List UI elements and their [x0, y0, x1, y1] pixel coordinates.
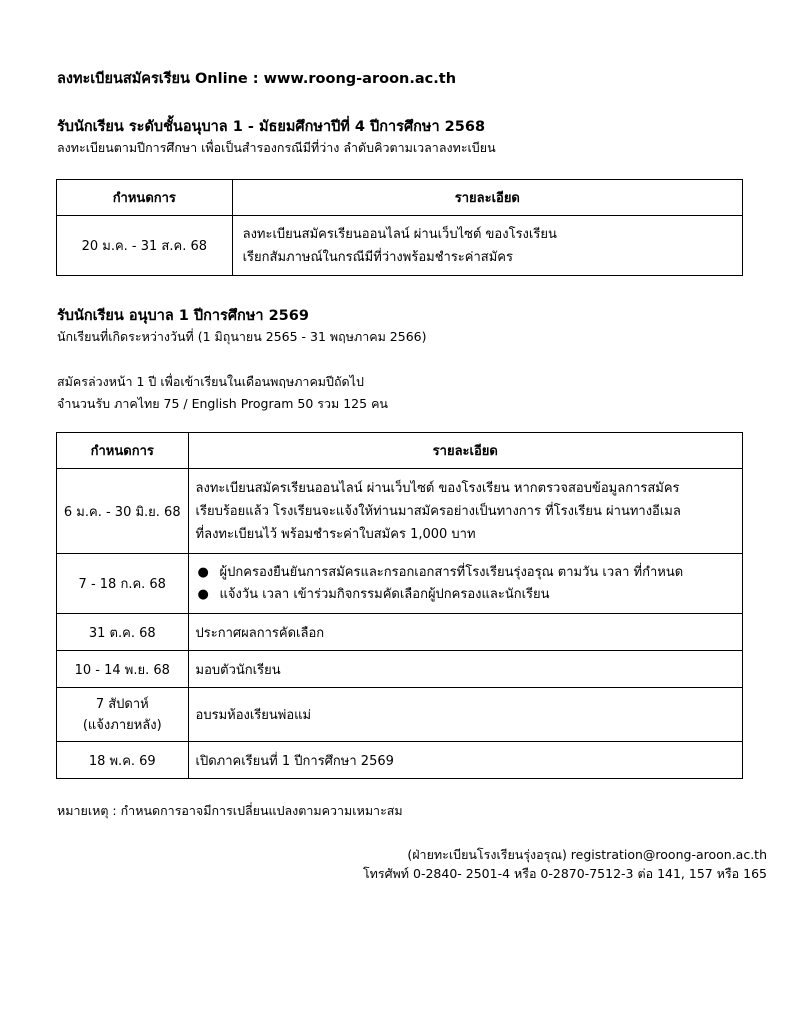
schedule-detail	[232, 216, 742, 276]
section1-subtitle: ลงทะเบียนตามปีการศึกษา เพื่อเป็นสำรองกรณีมีที่ว่าง ลำดับคิวตามเวลาลงทะเบียน	[57, 140, 496, 155]
schedule-table-2568	[56, 179, 743, 276]
schedule-table-2569	[56, 432, 743, 779]
section2-heading: รับนักเรียน อนุบาล 1 ปีการศึกษา 2569	[57, 308, 309, 324]
schedule-detail: อบรมห้องเรียนพ่อแม่	[188, 688, 742, 742]
detail-line: เรียกสัมภาษณ์ในกรณีมีที่ว่างพร้อมชำระค่าสมัคร	[242, 249, 513, 265]
schedule-date: 18 พ.ค. 69	[57, 742, 189, 779]
quota-text: จำนวนรับ ภาคไทย 75 / English Program 50 รวม 125 คน	[57, 396, 388, 411]
date-line: (แจ้งภายหลัง)	[82, 717, 162, 733]
schedule-detail: เปิดภาคเรียนที่ 1 ปีการศึกษา 2569	[188, 742, 742, 779]
date-line: 7 สัปดาห์	[95, 696, 149, 712]
contact-info: (ฝ่ายทะเบียนโรงเรียนรุ่งอรุณ) registration@roong-aroon.ac.th	[407, 847, 767, 862]
advance-note-text: สมัครล่วงหน้า 1 ปี เพื่อเข้าเรียนในเดือนพฤษภาคมปีถัดไป	[57, 374, 364, 389]
schedule-date: 7 - 18 ก.ค. 68	[57, 554, 189, 614]
schedule-date: 6 ม.ค. - 30 มิ.ย. 68	[57, 469, 189, 554]
schedule-date: 31 ต.ค. 68	[57, 614, 189, 651]
table-row	[57, 469, 743, 554]
table-row	[57, 216, 743, 276]
table-row	[57, 614, 743, 651]
column-header-date: กำหนดการ	[57, 180, 233, 216]
table-row	[57, 554, 743, 614]
schedule-detail	[188, 469, 742, 554]
schedule-detail: ประกาศผลการคัดเลือก	[188, 614, 742, 651]
birth-range-text: นักเรียนที่เกิดระหว่างวันที่ (1 มิถุนายน 2565 - 31 พฤษภาคม 2566)	[57, 329, 427, 344]
section1-heading: รับนักเรียน ระดับชั้นอนุบาล 1 - มัธยมศึกษาปีที่ 4 ปีการศึกษา 2568	[57, 119, 486, 135]
table-row	[57, 742, 743, 779]
detail-line: ลงทะเบียนสมัครเรียนออนไลน์ ผ่านเว็บไซต์ ของโรงเรียน หากตรวจสอบข้อมูลการสมัคร	[195, 480, 680, 496]
bullet-icon: ●	[197, 564, 209, 580]
column-header-detail: รายละเอียด	[188, 433, 742, 469]
remark-note: หมายเหตุ : กำหนดการอาจมีการเปลี่ยนแปลงตามความเหมาะสม	[57, 803, 403, 818]
detail-line: เรียบร้อยแล้ว โรงเรียนจะแจ้งให้ท่านมาสมัครอย่างเป็นทางการ ที่โรงเรียน ผ่านทางอีเมล	[195, 503, 681, 519]
table-header-row	[57, 433, 743, 469]
bullet-icon: ●	[197, 586, 209, 602]
schedule-detail: มอบตัวนักเรียน	[188, 651, 742, 688]
list-item-text: ผู้ปกครองยืนยันการสมัครและกรอกเอกสารที่โรงเรียนรุ่งอรุณ ตามวัน เวลา ที่กำหนด	[219, 564, 684, 580]
table-row	[57, 651, 743, 688]
list-item	[196, 562, 742, 584]
phone-info: โทรศัพท์ 0-2840- 2501-4 หรือ 0-2870-7512-3 ต่อ 141, 157 หรือ 165	[362, 866, 767, 881]
detail-line: ลงทะเบียนสมัครเรียนออนไลน์ ผ่านเว็บไซต์ ของโรงเรียน	[242, 226, 557, 242]
table-header-row	[57, 180, 743, 216]
page-title: ลงทะเบียนสมัครเรียน Online : www.roong-aroon.ac.th	[57, 71, 457, 87]
detail-line: ที่ลงทะเบียนไว้ พร้อมชำระค่าใบสมัคร 1,000 บาท	[195, 526, 476, 542]
schedule-date: 20 ม.ค. - 31 ส.ค. 68	[57, 216, 233, 276]
schedule-detail	[188, 554, 742, 614]
column-header-detail: รายละเอียด	[232, 180, 742, 216]
list-item-text: แจ้งวัน เวลา เข้าร่วมกิจกรรมคัดเลือกผู้ปกครองและนักเรียน	[219, 586, 550, 602]
column-header-date: กำหนดการ	[57, 433, 189, 469]
schedule-date: 10 - 14 พ.ย. 68	[57, 651, 189, 688]
table-row	[57, 688, 743, 742]
list-item	[196, 584, 742, 606]
bullet-list	[196, 562, 742, 606]
schedule-date	[57, 688, 189, 742]
